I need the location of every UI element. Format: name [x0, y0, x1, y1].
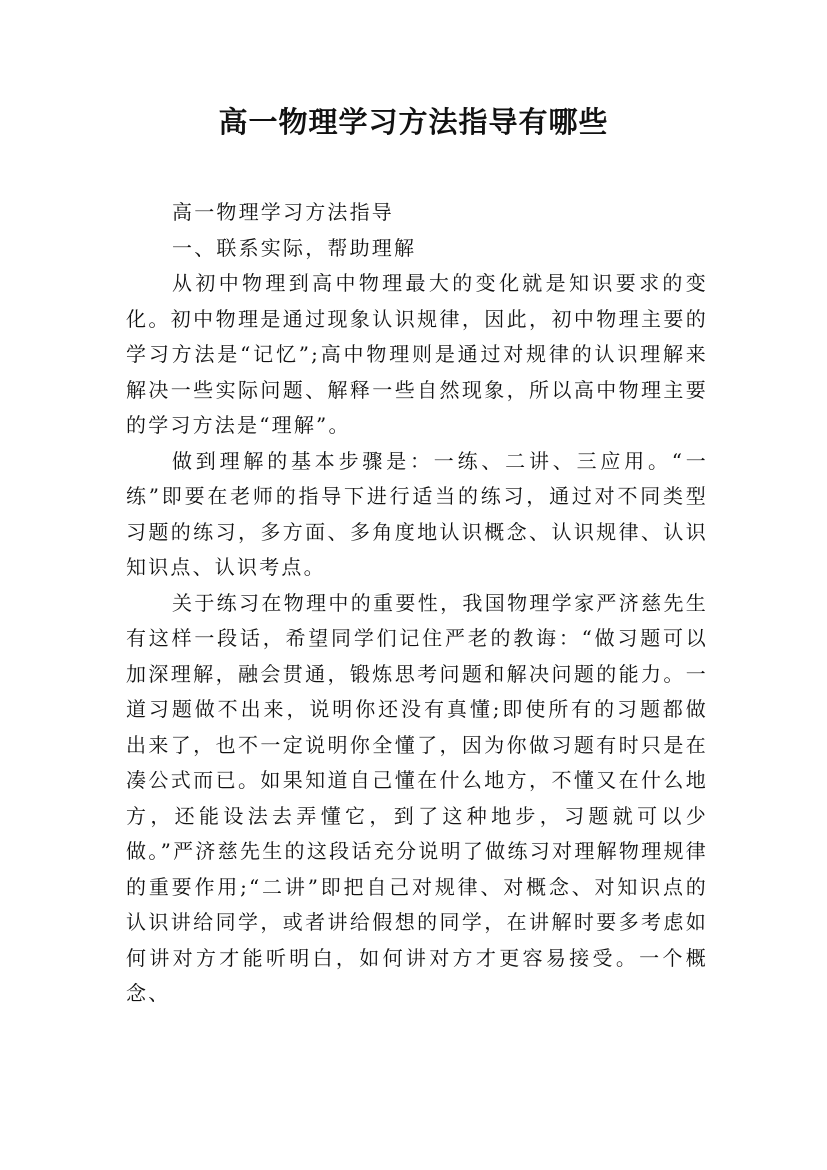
paragraph: 从初中物理到高中物理最大的变化就是知识要求的变化。初中物理是通过现象认识规律，因此，初中物理主要的学习方法是“记忆”;高中物理则是通过对规律的认识理解来解决一些实际问题、解释一些自然现象，所以高中物理主要的学习方法是“理解”。	[126, 271, 708, 437]
document-body	[126, 195, 708, 1012]
subsection-heading: 一、联系实际，帮助理解	[172, 235, 417, 260]
document-title: 高一物理学习方法指导有哪些	[218, 105, 609, 139]
paragraph: 做到理解的基本步骤是：一练、二讲、三应用。“一练”即要在老师的指导下进行适当的练习，通过对不同类型习题的练习，多方面、多角度地认识概念、认识规律、认识知识点、认识考点。	[126, 448, 708, 579]
section-heading: 高一物理学习方法指导	[172, 200, 394, 224]
paragraph: 关于练习在物理中的重要性，我国物理学家严济慈先生有这样一段话，希望同学们记住严老的教诲：“做习题可以加深理解，融会贯通，锻炼思考问题和解决问题的能力。一道习题做不出来，说明你还没有真懂;即使所有的习题都做出来了，也不一定说明你全懂了，因为你做习题有时只是在凑公式而已。如果知道自己懂在什么地方，不懂又在什么地方，还能设法去弄懂它，到了这种地步，习题就可以少做。”严济慈先生的这段话充分说明了做练习对理解物理规律的重要作用;“二讲”即把自己对规律、对概念、对知识点的认识讲给同学，或者讲给假想的同学，在讲解时要多考虑如何讲对方才能听明白，如何讲对方才更容易接受。一个概念、	[126, 590, 708, 1005]
